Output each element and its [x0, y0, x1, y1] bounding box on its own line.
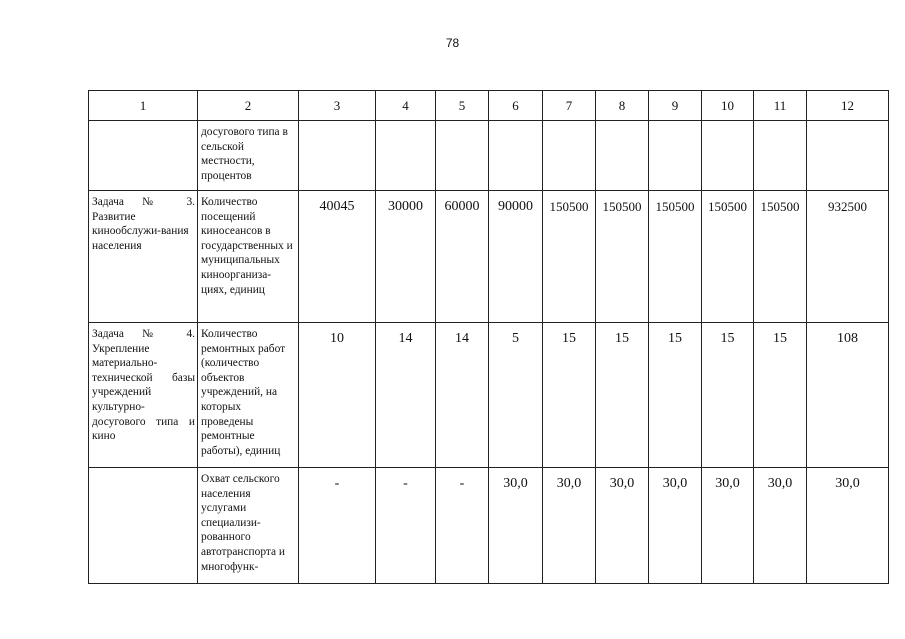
header-cell: 11 [754, 91, 807, 121]
indicator-cell: Количество посещений киносеансов в государственных и муниципальных киноорганиза-циях, единиц [198, 191, 299, 323]
value-cell [489, 121, 543, 191]
header-cell: 1 [89, 91, 198, 121]
value-cell: 14 [376, 323, 436, 468]
header-cell: 4 [376, 91, 436, 121]
value-cell: 15 [649, 323, 702, 468]
value-cell: 932500 [807, 191, 889, 323]
value-cell: 40045 [299, 191, 376, 323]
value-cell: - [376, 468, 436, 584]
value-cell: 90000 [489, 191, 543, 323]
value-cell: 150500 [649, 191, 702, 323]
indicator-cell: досугового типа в сельской местности, процентов [198, 121, 299, 191]
task-cell: Задача № 4. Укрепление материально-технической базы учреждений культурно-досугового типа и кино [89, 323, 198, 468]
value-cell [299, 121, 376, 191]
value-cell [596, 121, 649, 191]
header-cell: 2 [198, 91, 299, 121]
value-cell: 150500 [754, 191, 807, 323]
value-cell [649, 121, 702, 191]
indicator-cell: Охват сельского населения услугами специализи-рованного автотранспорта и многофунк- [198, 468, 299, 584]
header-cell: 12 [807, 91, 889, 121]
value-cell: 30,0 [702, 468, 754, 584]
value-cell [436, 121, 489, 191]
task-cell [89, 468, 198, 584]
value-cell: 108 [807, 323, 889, 468]
table-row [89, 468, 889, 584]
value-cell: 15 [543, 323, 596, 468]
value-cell: 30,0 [596, 468, 649, 584]
task-cell: Задача № 3. Развитие кинообслужи-вания населения [89, 191, 198, 323]
value-cell: 15 [754, 323, 807, 468]
value-cell [376, 121, 436, 191]
value-cell: 150500 [543, 191, 596, 323]
value-cell: 30,0 [807, 468, 889, 584]
value-cell: 30,0 [489, 468, 543, 584]
header-cell: 3 [299, 91, 376, 121]
page-number: 78 [445, 36, 460, 50]
header-cell: 7 [543, 91, 596, 121]
header-cell: 8 [596, 91, 649, 121]
value-cell: 10 [299, 323, 376, 468]
value-cell: 30,0 [649, 468, 702, 584]
value-cell: 14 [436, 323, 489, 468]
value-cell [754, 121, 807, 191]
value-cell: 150500 [702, 191, 754, 323]
value-cell [543, 121, 596, 191]
value-cell: 60000 [436, 191, 489, 323]
value-cell [702, 121, 754, 191]
header-cell: 9 [649, 91, 702, 121]
value-cell: - [436, 468, 489, 584]
header-cell: 10 [702, 91, 754, 121]
value-cell: 30,0 [543, 468, 596, 584]
value-cell: 15 [702, 323, 754, 468]
table-header-row [89, 91, 889, 121]
task-cell [89, 121, 198, 191]
value-cell: 30,0 [754, 468, 807, 584]
value-cell: 15 [596, 323, 649, 468]
table-row [89, 191, 889, 323]
value-cell [807, 121, 889, 191]
table-row [89, 121, 889, 191]
header-cell: 6 [489, 91, 543, 121]
table-row [89, 323, 889, 468]
value-cell: - [299, 468, 376, 584]
value-cell: 150500 [596, 191, 649, 323]
value-cell: 5 [489, 323, 543, 468]
header-cell: 5 [436, 91, 489, 121]
indicator-cell: Количество ремонтных работ (количество объектов учреждений, на которых проведены ремонтные работы), единиц [198, 323, 299, 468]
data-table [88, 90, 889, 584]
value-cell: 30000 [376, 191, 436, 323]
